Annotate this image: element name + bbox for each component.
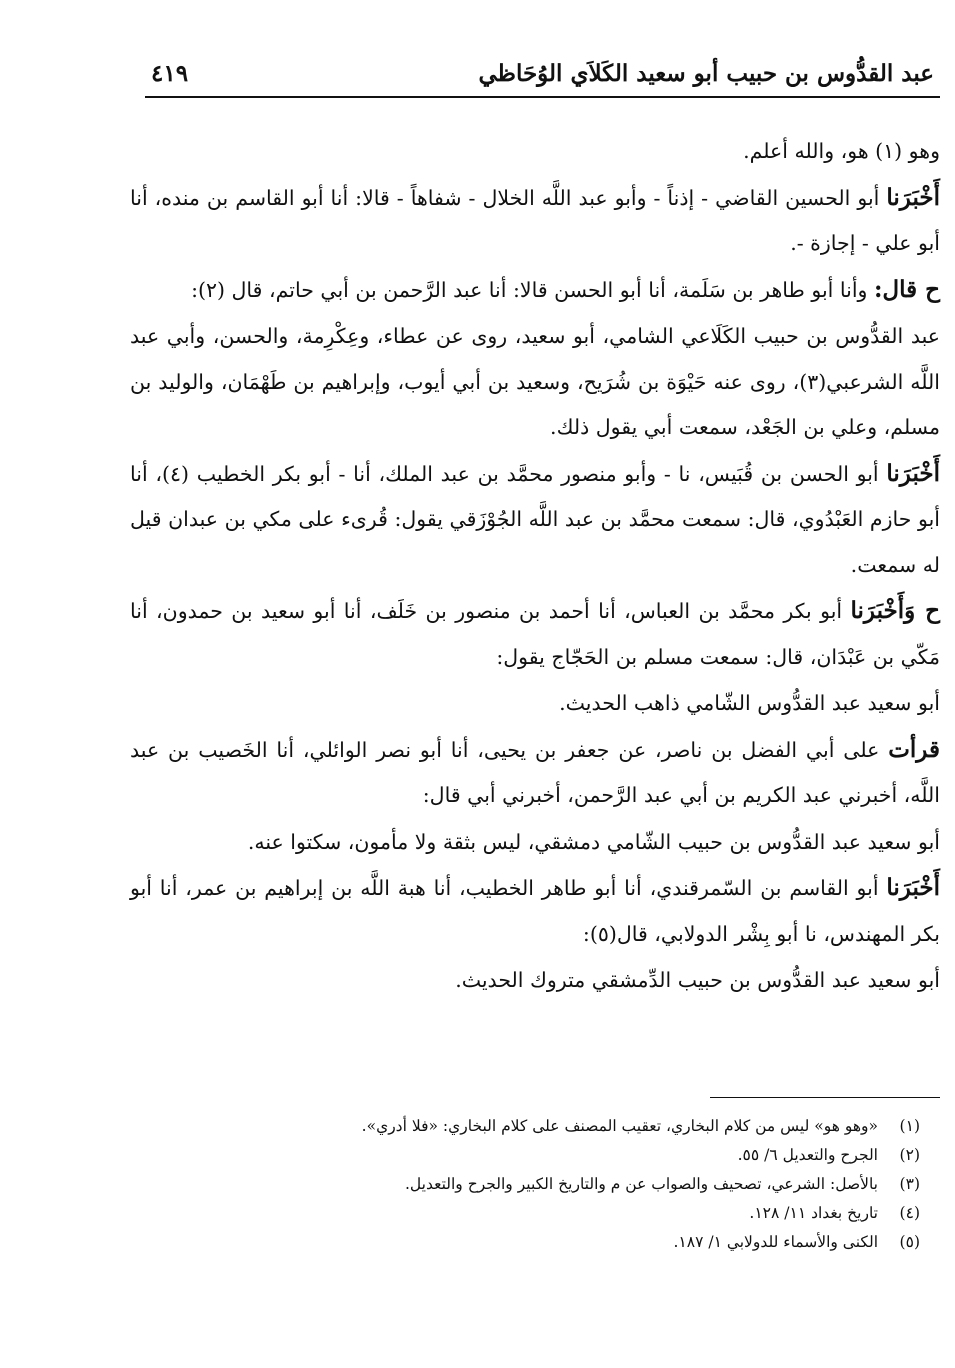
paragraph-text: على أبي الفضل بن ناصر، عن جعفر بن يحيى، أنا أبو نصر الوائلي، أنا الخَصيب بن عبد اللَّه، أخبرني عبد الكريم بن أبي عبد الرَّحمن، أخبرني أبي قال: [130,737,940,807]
paragraph [130,175,940,267]
page-header [145,56,940,98]
footnote-divider [710,1097,940,1098]
paragraph-text: أبو سعيد عبد القدُّوس بن حبيب الدِّمشقي متروك الحديث. [455,968,940,992]
footnote-number: (٢) [899,1146,920,1164]
paragraph-text: أبو بكر محمَّد بن العباس، أنا أحمد بن منصور بن خَلَف، أنا أبو سعيد بن حمدون، أنا مَكّي بن عَبْدَان، قال: سمعت مسلم بن الحَجّاج يقول: [130,599,940,669]
footnotes [220,1112,920,1257]
paragraph-lead: أَخْبَرَنا [886,874,940,901]
paragraph [130,819,940,866]
paragraph [130,865,940,957]
paragraph [130,588,940,680]
footnote-number: (٥) [899,1233,920,1251]
paragraph [130,128,940,175]
paragraph-lead: قرأت [888,735,940,763]
footnote-text: الجرح والتعديل ٦/ ٥٥. [737,1146,878,1164]
paragraph-text: وأنا أبو طاهر بن سَلَمة، أنا أبو الحسن قالا: أنا عبد الرَّحمن بن أبي حاتم، قال (٢): [191,277,874,302]
paragraph-text: عبد القدُّوس بن حبيب الكَلَاعي الشامي، أبو سعيد، روى عن عطاء، وعِكْرِمة، والحسن، وأبي عبد اللَّه الشرعبي(٣)، روى عنه حَيْوَة بن شُرَيح، وسعيد بن أبي أيوب، وإبراهيم بن طَهْمَان، والوليد بن مسلم، وعلي بن الجَعْد، سمعت أبي يقول ذلك. [130,324,940,439]
paragraph [130,451,940,589]
footnote [220,1199,920,1228]
footnote [220,1170,920,1199]
paragraph [130,957,940,1004]
paragraph [130,267,940,314]
footnote-number: (١) [899,1117,920,1135]
footnote-text: تاريخ بغداد ١١/ ١٢٨. [749,1204,878,1222]
paragraph-text: أبو سعيد عبد القدُّوس الشّامي ذاهب الحديث. [559,691,940,715]
paragraph [130,727,940,819]
paragraph-lead: ح قال: [873,275,940,303]
footnote-text: بالأصل: الشرعي، تصحيف والصواب عن م والتاريخ الكبير والجرح والتعديل. [405,1175,878,1193]
paragraph-text: أبو سعيد عبد القدُّوس بن حبيب الشّامي دمشقي، ليس بثقة ولا مأمون، سكتوا عنه. [247,829,940,854]
footnote [220,1141,920,1170]
paragraph-text: أبو القاسم بن السّمرقندي، أنا أبو طاهر الخطيب، أنا هبة اللَّه بن إبراهيم بن عمر، أنا أبو بكر المهندس، نا أبو بِشْر الدولابي، قال(٥): [130,876,940,946]
footnote-number: (٤) [899,1204,920,1222]
running-title: عبد القدُّوس بن حبيب أبو سعيد الكَلاَي الوُحَاظي [478,60,934,87]
paragraph-lead: ح وَأَخْبَرَنا [850,597,941,624]
paragraph-text: أبو الحسين القاضي - إذناً - وأبو عبد اللَّه الخلال - شفاهاً - قالا: أنا أبو القاسم بن منده، أنا أبو علي - إجازة -. [130,185,940,255]
paragraph-text: وهو (١) هو، والله أعلم. [743,139,940,163]
footnote [220,1228,920,1257]
paragraph-text: أبو الحسن بن قُبَيس، نا - وأبو منصور محمَّد بن عبد الملك، أنا - أبو بكر الخطيب (٤)، أنا أبو حازم العَبْدُوي، قال: سمعت محمَّد بن عبد اللَّه الجُوْزَقي يقول: قُرىء على مكي بن عبدان قيل له سمعت. [130,461,940,577]
footnote-number: (٣) [899,1175,920,1193]
main-text [130,128,940,1004]
footnote-text: الكنى والأسماء للدولابي ١/ ١٨٧. [673,1233,878,1251]
paragraph-lead: أَخْبَرَنا [886,459,940,487]
paragraph-lead: أَخْبَرَنا [886,183,940,211]
paragraph [130,313,940,451]
footnote [220,1112,920,1141]
footnote-text: «وهو هو» ليس من كلام البخاري، تعقيب المصنف على كلام البخاري: «فلا أدري». [361,1117,878,1135]
page-number: ٤١٩ [151,60,189,87]
paragraph [130,680,940,727]
